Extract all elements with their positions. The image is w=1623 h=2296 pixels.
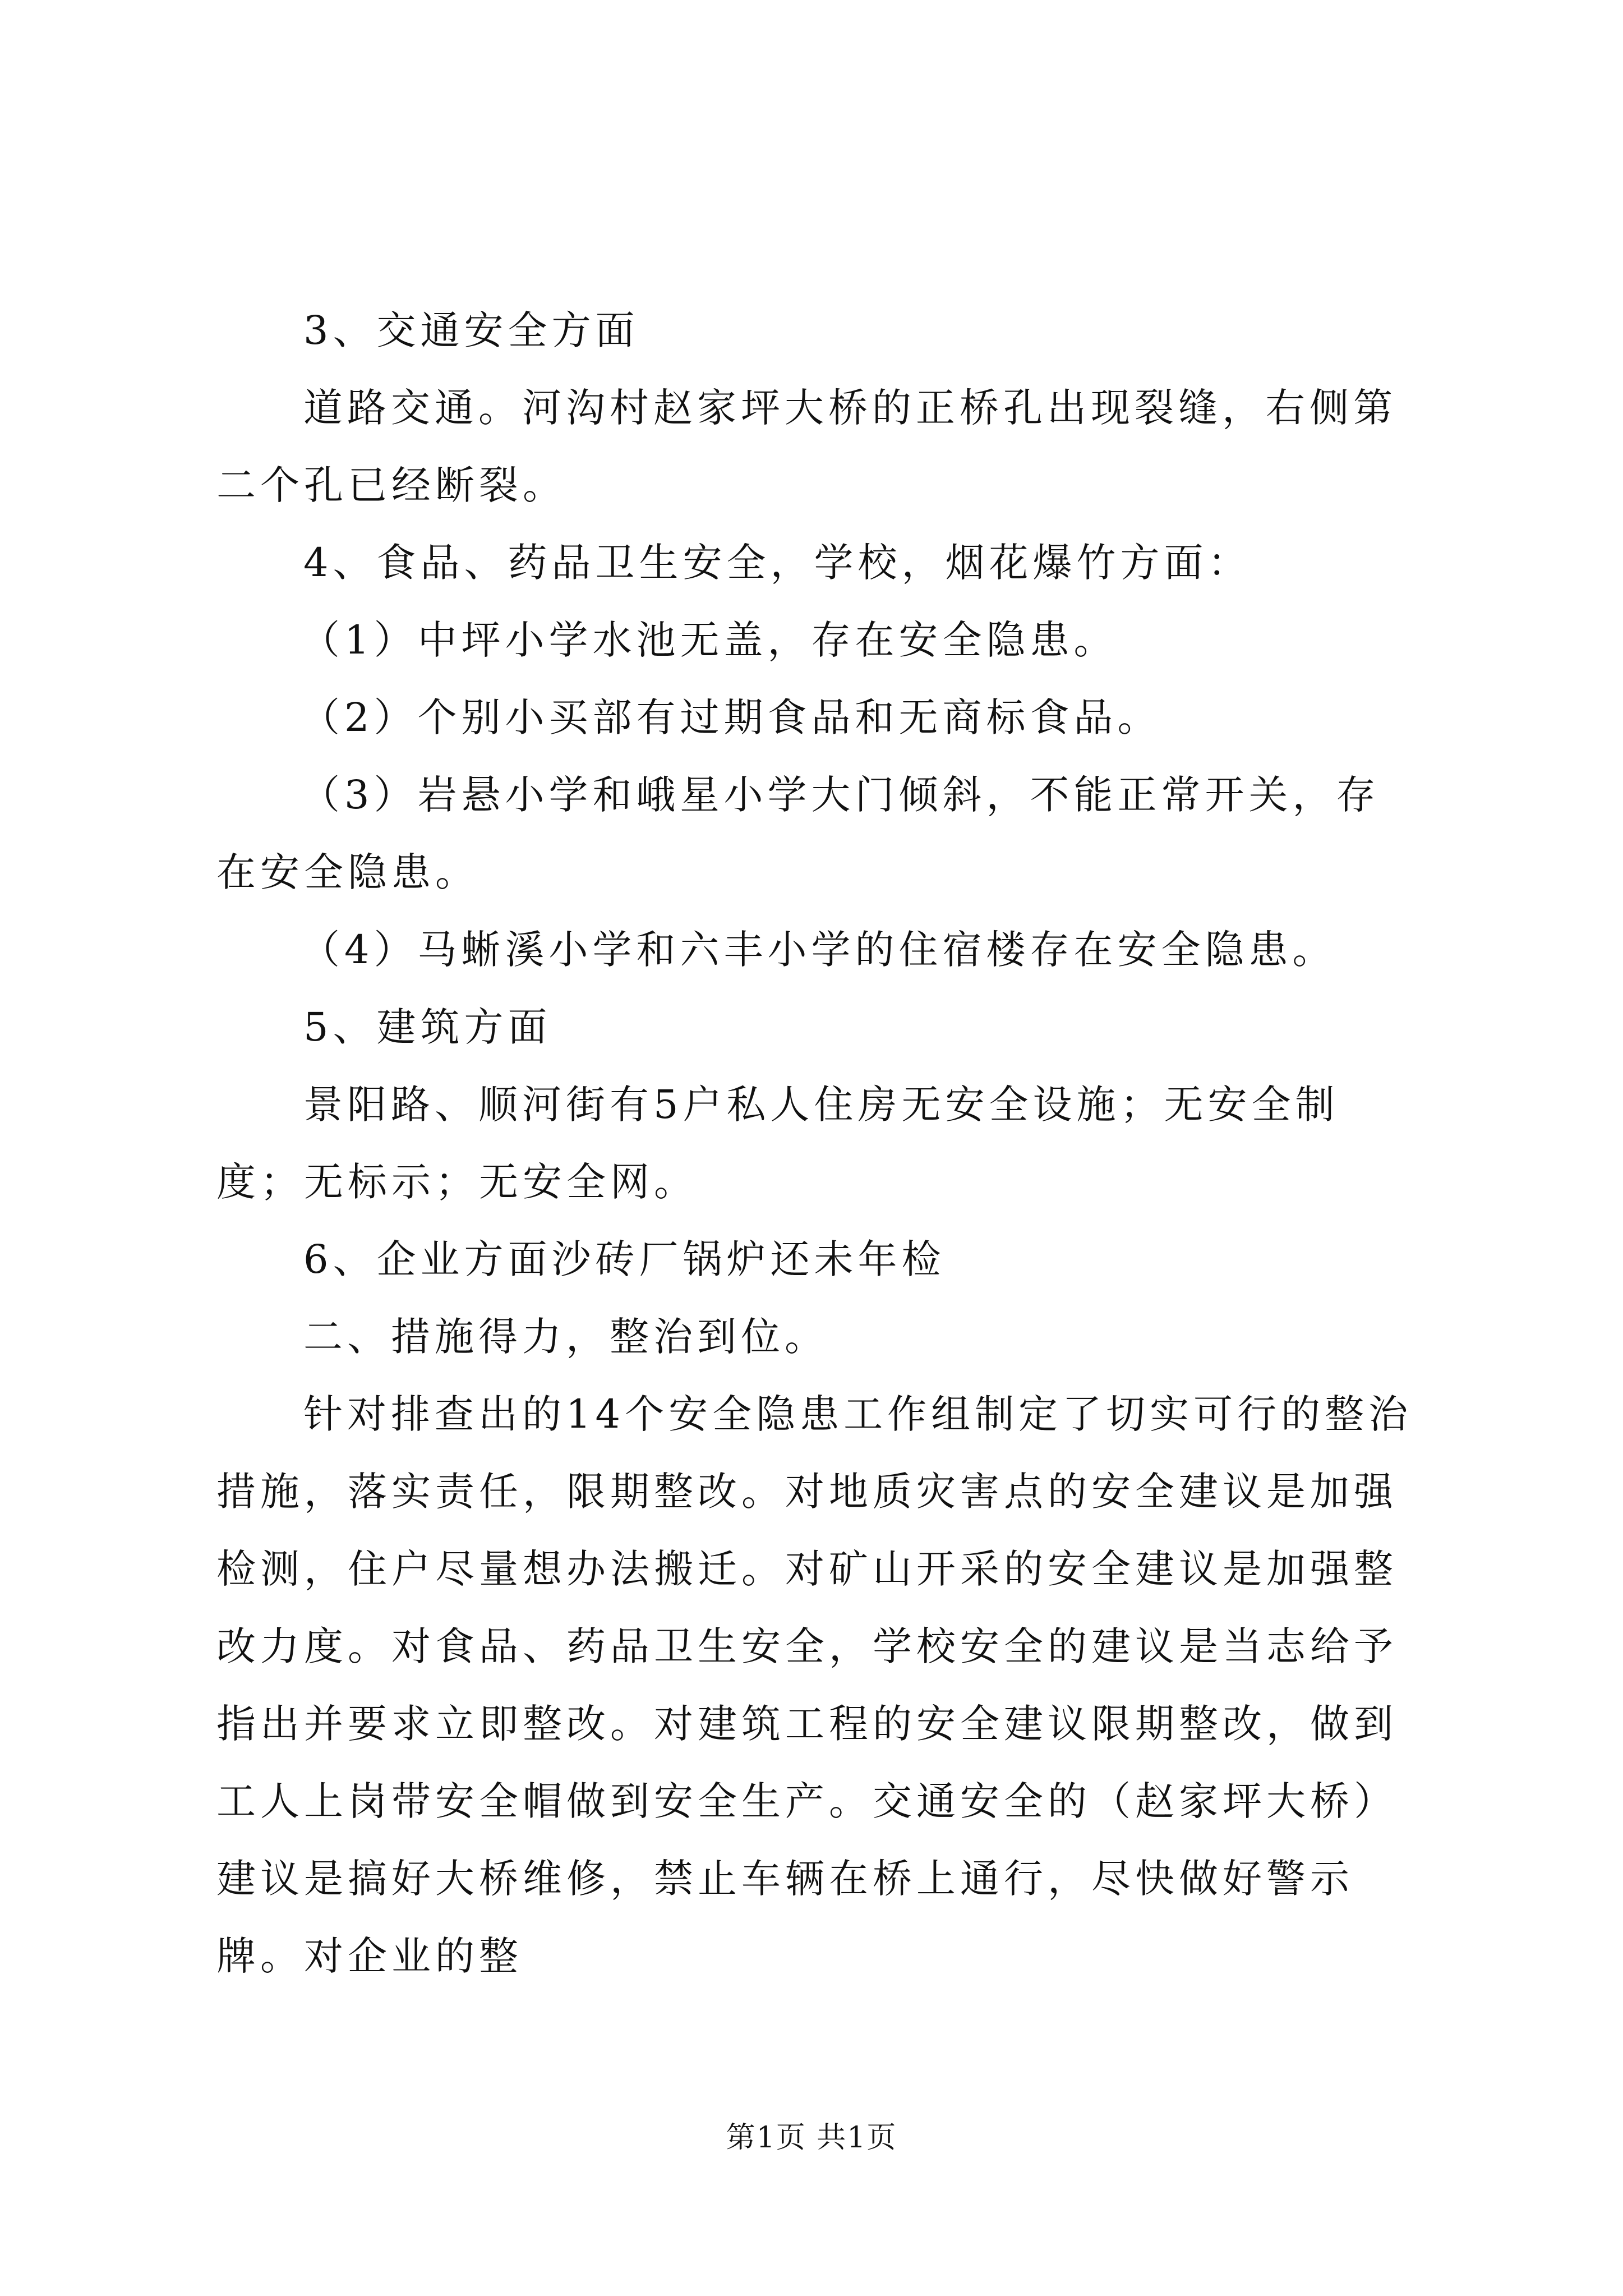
item-1-zhongping-school: （1）中坪小学水池无盖，存在安全隐患。 [301, 617, 1118, 663]
heading-traffic-safety: 3、交通安全方面 [303, 307, 639, 353]
item-3-school-gates: （3）岩悬小学和峨星小学大门倾斜，不能正常开关，存在安全隐患。 [216, 772, 1380, 895]
paragraph-private-housing: 景阳路、顺河街有5户私人住房无安全设施；无安全制度；无标示；无安全网。 [216, 1082, 1339, 1205]
paragraph-road-traffic: 道路交通。河沟村赵家坪大桥的正桥孔出现裂缝，右侧第二个孔已经断裂。 [216, 385, 1397, 508]
heading-measures: 二、措施得力，整治到位。 [303, 1314, 828, 1360]
item-4-dormitories: （4）马蜥溪小学和六丰小学的住宿楼存在安全隐患。 [301, 927, 1336, 973]
item-2-expired-food: （2）个别小买部有过期食品和无商标食品。 [301, 694, 1161, 740]
paragraph-enterprise: 6、企业方面沙砖厂锅炉还未年检 [303, 1236, 946, 1282]
paragraph-measures-detail: 针对排查出的14个安全隐患工作组制定了切实可行的整治措施，落实责任，限期整改。对地质灾害点的安全建议是加强检测，住户尽量想办法搬迁。对矿山开采的安全建议是加强整改力度。对食品、药品卫生安全，学校安全的建议是当志给予指出并要求立即整改。对建筑工程的安全建议限期整改，做到工人上岗带安全帽做到安全生产。交通安全的（赵家坪大桥）建议是搞好大桥维修，禁止车辆在桥上通行，尽快做好警示牌。对企业的整 [216, 1391, 1413, 1979]
heading-construction: 5、建筑方面 [303, 1004, 552, 1050]
document-body [216, 292, 1417, 1995]
heading-food-school-fireworks: 4、食品、药品卫生安全，学校，烟花爆竹方面： [303, 540, 1252, 586]
page-footer: 第1页 共1页 [726, 2121, 897, 2155]
